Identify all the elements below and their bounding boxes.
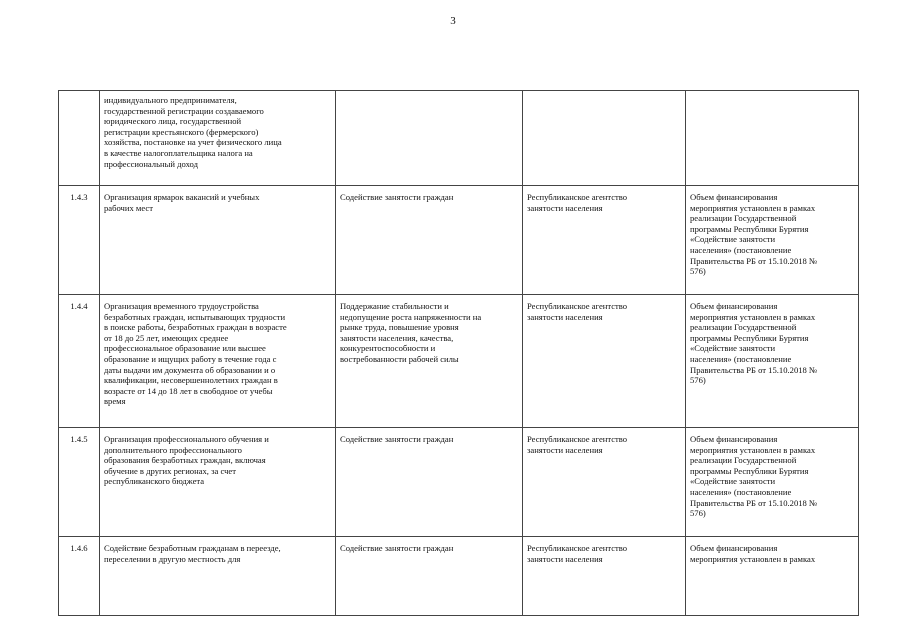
measure-cell xyxy=(100,186,336,295)
goal-cell xyxy=(336,537,523,616)
funding-cell xyxy=(686,428,859,537)
measures-table xyxy=(58,90,859,616)
table-row xyxy=(59,186,859,295)
goal-cell xyxy=(336,428,523,537)
measure-text: Организация временного трудоустройства безработных граждан, испытывающих трудности в поиске работы, безработных граждан в возрасте от 18 до 25 лет, имеющих среднее профессиональное образование или высшее образование и ищущих работу в течение года с даты выдачи им документа об образовании и о квалификации, несовершеннолетних граждан в возрасте от 14 до 18 лет в свободное от учебы время xyxy=(104,301,287,407)
table-row xyxy=(59,91,859,186)
executor-cell xyxy=(523,295,686,428)
row-number: 1.4.5 xyxy=(59,428,100,537)
executor-text: Республиканское агентство занятости населения xyxy=(527,301,628,322)
measure-cell xyxy=(100,428,336,537)
funding-text: Объем финансирования мероприятия установлен в рамках реализации Государственной программы Республики Бурятия «Содействие занятости населения» (постановление Правительства РБ от 15.10.2018 № 576) xyxy=(690,192,818,277)
row-number xyxy=(59,91,100,186)
goal-cell xyxy=(336,295,523,428)
table-row xyxy=(59,428,859,537)
measure-text: Содействие безработным гражданам в переезде, переселении в другую местность для xyxy=(104,543,281,564)
funding-text: Объем финансирования мероприятия установлен в рамках xyxy=(690,543,816,564)
table-row xyxy=(59,295,859,428)
funding-cell xyxy=(686,186,859,295)
measure-text: Организация профессионального обучения и дополнительного профессионального образования безработных граждан, включая обучение в других регионах, за счет республиканского бюджета xyxy=(104,434,269,487)
executor-cell xyxy=(523,537,686,616)
row-number: 1.4.3 xyxy=(59,186,100,295)
row-number: 1.4.6 xyxy=(59,537,100,616)
goal-cell xyxy=(336,186,523,295)
goal-text: Содействие занятости граждан xyxy=(340,192,454,202)
measure-text: Организация ярмарок вакансий и учебных рабочих мест xyxy=(104,192,260,213)
funding-text: Объем финансирования мероприятия установлен в рамках реализации Государственной программы Республики Бурятия «Содействие занятости населения» (постановление Правительства РБ от 15.10.2018 № 576) xyxy=(690,301,818,386)
measure-cell xyxy=(100,537,336,616)
funding-cell xyxy=(686,91,859,186)
executor-text: Республиканское агентство занятости населения xyxy=(527,434,628,455)
executor-cell xyxy=(523,186,686,295)
executor-text: Республиканское агентство занятости населения xyxy=(527,543,628,564)
page-number: 3 xyxy=(450,15,456,27)
funding-text: Объем финансирования мероприятия установлен в рамках реализации Государственной программы Республики Бурятия «Содействие занятости населения» (постановление Правительства РБ от 15.10.2018 № 576) xyxy=(690,434,818,519)
funding-cell xyxy=(686,537,859,616)
table-row xyxy=(59,537,859,616)
measure-cell xyxy=(100,91,336,186)
goal-text: Поддержание стабильности и недопущение роста напряженности на рынке труда, повышение уровня занятости населения, качества, конкурентоспособности и востребованности рабочей силы xyxy=(340,301,482,364)
measure-cell xyxy=(100,295,336,428)
executor-cell xyxy=(523,91,686,186)
goal-text: Содействие занятости граждан xyxy=(340,434,454,444)
funding-cell xyxy=(686,295,859,428)
executor-text: Республиканское агентство занятости населения xyxy=(527,192,628,213)
row-number: 1.4.4 xyxy=(59,295,100,428)
goal-text: Содействие занятости граждан xyxy=(340,543,454,553)
executor-cell xyxy=(523,428,686,537)
measure-text: индивидуального предпринимателя, государственной регистрации создаваемого юридического лица, государственной регистрации крестьянского (фермерского) хозяйства, постановке на учет физического лица в качестве налогоплательщика налога на профессиональный доход xyxy=(104,95,282,169)
goal-cell xyxy=(336,91,523,186)
